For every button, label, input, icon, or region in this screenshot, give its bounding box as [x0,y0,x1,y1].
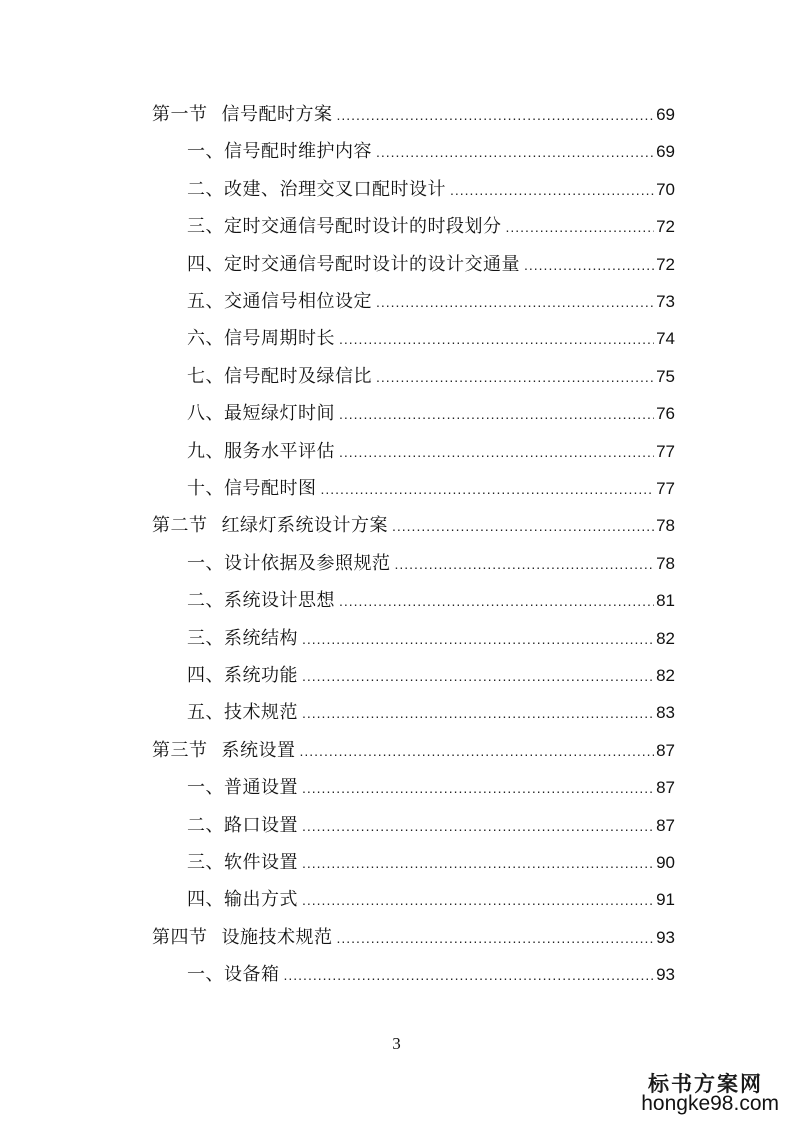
toc-entry[interactable] [187,474,675,504]
toc-entry[interactable] [187,250,675,280]
toc-page-number: 87 [656,815,675,835]
toc-section[interactable] [152,923,675,953]
toc-entry-title [187,324,335,354]
toc-leader-dots [376,287,654,317]
toc-leader-dots [524,250,654,280]
toc-section[interactable] [152,736,675,766]
toc-leader-dots [302,773,654,803]
toc-entry-title [187,960,280,990]
toc-page-number: 87 [656,740,675,760]
toc-title-text: 一、设计依据及参照规范 [187,552,391,574]
toc-entry-title [187,399,335,429]
toc-entry-title [187,885,298,915]
toc-entry-title [152,736,296,766]
toc-leader-dots [376,137,654,167]
toc-section[interactable] [152,100,675,130]
watermark-en: hongke98.com [641,1092,779,1115]
toc-entry-title [187,362,372,392]
toc-section-number: 第一节 [152,104,208,125]
toc-entry[interactable] [187,212,675,242]
toc-entry-title [187,287,372,317]
toc-page-number: 72 [656,254,675,274]
toc-leader-dots [284,960,655,990]
toc-title-text: 三、定时交通信号配时设计的时段划分 [187,216,502,238]
toc-entry[interactable] [187,549,675,579]
toc-page-number: 82 [656,666,675,685]
toc-title-text: 信号配时方案 [221,104,333,125]
toc-entry-title [152,923,333,953]
toc-entry[interactable] [187,362,675,392]
toc-entry[interactable] [187,811,675,841]
toc-leader-dots [395,549,655,579]
toc-entry[interactable] [187,437,675,467]
toc-leader-dots [337,100,655,130]
toc-title-text: 一、普通设置 [187,777,298,799]
toc-section-number: 第四节 [152,926,208,948]
toc-entry[interactable] [187,586,675,616]
toc-entry-title [187,698,298,728]
toc-leader-dots [300,736,655,766]
toc-leader-dots [450,175,654,205]
toc-page-number: 87 [656,778,675,798]
toc-entry[interactable] [187,287,675,317]
toc-entry-title [152,511,388,541]
toc-entry-title [187,848,298,878]
toc-leader-dots [302,698,654,728]
toc-entry-title [187,624,298,654]
toc-page-number: 93 [656,927,675,947]
toc-page-number: 91 [656,890,675,910]
toc-title-text: 六、信号周期时长 [187,328,335,350]
toc-entry-title [187,586,335,616]
toc-title-text: 五、技术规范 [187,702,298,724]
watermark-cn: 标书方案网 [648,1071,763,1096]
toc-leader-dots [302,624,654,654]
toc-leader-dots [392,511,654,541]
toc-leader-dots [337,923,655,953]
toc-page-number: 82 [656,628,675,648]
toc-title-text: 十、信号配时图 [187,478,317,499]
toc-section-number: 第三节 [152,739,208,761]
toc-entry[interactable] [187,324,675,354]
toc-entry[interactable] [187,624,675,654]
toc-entry[interactable] [187,885,675,915]
toc-leader-dots [376,362,654,392]
toc-title-text: 二、系统设计思想 [187,590,335,612]
toc-title-text: 八、最短绿灯时间 [187,403,335,425]
toc-entry-title [152,100,333,130]
toc-entry-title [187,549,391,579]
toc-entry-title [187,474,317,504]
toc-entry-title [187,250,520,280]
toc-entry-title [187,661,298,691]
toc-leader-dots [506,212,655,242]
toc-page-number: 69 [656,142,675,162]
toc-page-number: 77 [656,479,675,498]
toc-leader-dots [302,885,654,915]
page-number: 3 [392,1034,401,1053]
toc-leader-dots [339,586,654,616]
toc-page-number: 73 [656,292,675,311]
toc-page-number: 78 [656,516,675,536]
toc-section-number: 第二节 [152,515,208,537]
toc-title-text: 二、路口设置 [187,814,298,836]
toc-entry[interactable] [187,960,675,990]
toc-entry[interactable] [187,773,675,803]
toc-leader-dots [339,399,654,429]
toc-entry-title [187,811,298,841]
toc-page-number: 83 [656,703,675,723]
toc-entry-title [187,137,372,167]
toc-page-number: 70 [656,179,675,199]
toc-title-text: 四、定时交通信号配时设计的设计交通量 [187,253,520,275]
toc-section[interactable] [152,511,675,541]
toc-entry[interactable] [187,175,675,205]
toc-title-text: 一、信号配时维护内容 [187,141,372,163]
toc-page-number: 77 [656,441,675,461]
toc-entry[interactable] [187,698,675,728]
toc-leader-dots [302,848,654,878]
toc-title-text: 三、系统结构 [187,627,298,649]
toc-leader-dots [321,474,655,504]
toc-leader-dots [339,437,654,467]
toc-title-text: 系统设置 [221,739,296,761]
toc-title-text: 九、服务水平评估 [187,440,335,462]
toc-page-number: 81 [656,591,675,611]
toc-page-number: 69 [656,105,675,124]
toc-leader-dots [302,811,654,841]
toc-title-text: 红绿灯系统设计方案 [221,515,388,537]
toc-entry[interactable] [187,137,675,167]
toc-title-text: 五、交通信号相位设定 [187,291,372,312]
toc-title-text: 七、信号配时及绿信比 [187,365,372,387]
toc-title-text: 四、系统功能 [187,665,298,686]
toc-title-text: 一、设备箱 [187,964,280,986]
toc-entry-title [187,437,335,467]
toc-entry[interactable] [187,399,675,429]
toc-page-number: 78 [656,553,675,573]
toc-title-text: 三、软件设置 [187,852,298,873]
toc-page-number: 72 [656,217,675,237]
toc-page-number: 93 [656,965,675,985]
toc-page-number: 74 [656,329,675,349]
toc-page-number: 76 [656,404,675,424]
toc-entry-title [187,773,298,803]
toc-page-number: 75 [656,366,675,386]
toc-title-text: 二、改建、治理交叉口配时设计 [187,178,446,200]
toc-leader-dots [302,661,654,691]
toc-title-text: 设施技术规范 [221,926,333,948]
toc-entry-title [187,175,446,205]
toc-entry[interactable] [187,848,675,878]
toc-title-text: 四、输出方式 [187,889,298,911]
toc-entry-title [187,212,502,242]
toc-leader-dots [339,324,654,354]
toc-page-number: 90 [656,853,675,872]
toc-entry[interactable] [187,661,675,691]
